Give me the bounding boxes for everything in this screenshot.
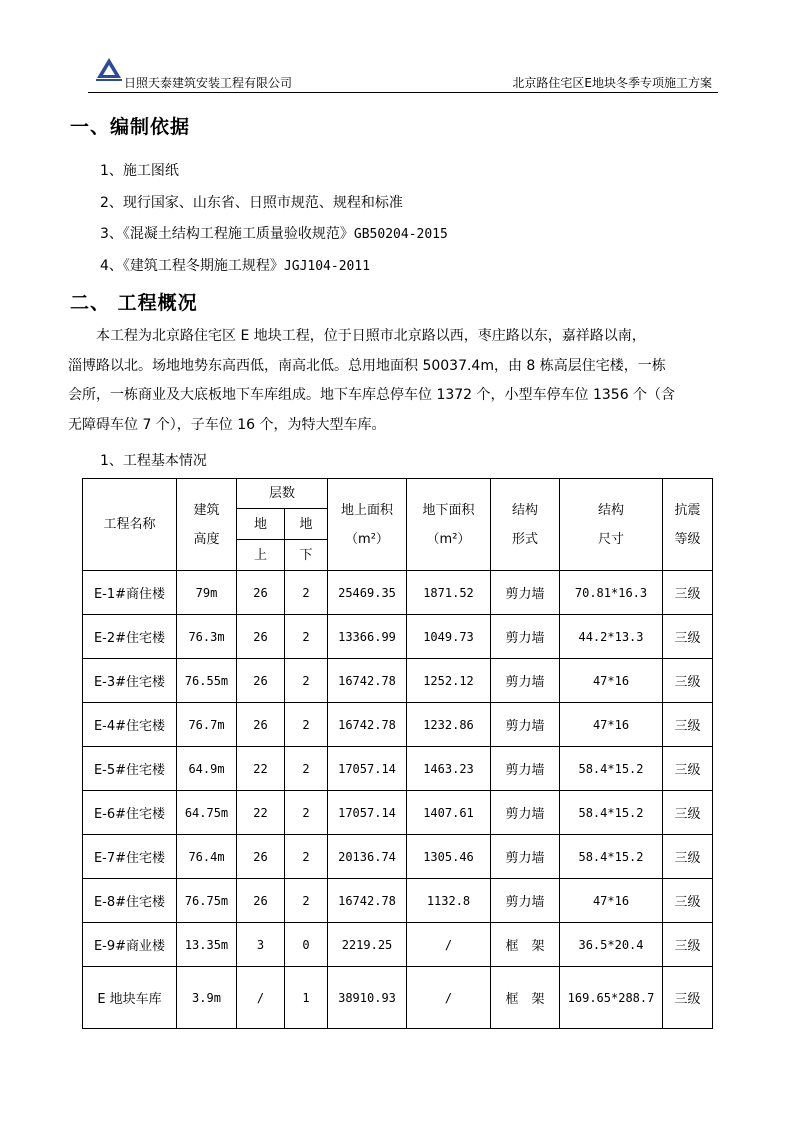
cell-height: 64.9m	[177, 747, 237, 791]
cell-seismic: 三级	[663, 571, 713, 615]
cell-structure: 剪力墙	[491, 615, 560, 659]
cell-height: 76.75m	[177, 879, 237, 923]
cell-seismic: 三级	[663, 879, 713, 923]
cell-name: E-3#住宅楼	[83, 659, 177, 703]
cell-floors-below: 2	[285, 659, 328, 703]
header-above: 地	[237, 509, 285, 540]
table-row	[83, 835, 713, 879]
cell-floors-below: 2	[285, 571, 328, 615]
cell-area-below: /	[407, 967, 491, 1029]
cell-area-above: 2219.25	[328, 923, 407, 967]
table-row	[83, 923, 713, 967]
cell-structure: 剪力墙	[491, 835, 560, 879]
basis-item: 3、《混凝土结构工程施工质量验收规范》GB50204-2015	[100, 226, 448, 242]
cell-seismic: 三级	[663, 967, 713, 1029]
cell-floors-below: 2	[285, 703, 328, 747]
cell-name: E 地块车库	[83, 967, 177, 1029]
cell-structure: 剪力墙	[491, 703, 560, 747]
cell-seismic: 三级	[663, 747, 713, 791]
cell-name: E-8#住宅楼	[83, 879, 177, 923]
cell-floors-above: 3	[237, 923, 285, 967]
basis-item: 4、《建筑工程冬期施工规程》JGJ104-2011	[100, 257, 371, 274]
table-row	[83, 571, 713, 615]
company-logo-icon	[94, 56, 124, 84]
table-row	[83, 747, 713, 791]
cell-structure: 框 架	[491, 967, 560, 1029]
cell-floors-below: 2	[285, 879, 328, 923]
header-above-2: 上	[237, 540, 285, 571]
cell-floors-below: 2	[285, 835, 328, 879]
cell-area-below: 1305.46	[407, 835, 491, 879]
cell-floors-below: 2	[285, 615, 328, 659]
cell-height: 13.35m	[177, 923, 237, 967]
cell-structure: 剪力墙	[491, 879, 560, 923]
header-height: 建筑 高度	[177, 479, 237, 571]
cell-floors-above: 22	[237, 747, 285, 791]
section-2-heading: 二、 工程概况	[70, 292, 198, 314]
standard-code: JGJ104-2011	[283, 258, 371, 274]
table-row	[83, 791, 713, 835]
cell-structure: 框 架	[491, 923, 560, 967]
cell-area-above: 16742.78	[328, 659, 407, 703]
company-name: 日照天泰建筑安装工程有限公司	[124, 76, 293, 90]
cell-size: 36.5*20.4	[560, 923, 663, 967]
cell-name: E-6#住宅楼	[83, 791, 177, 835]
cell-name: E-1#商住楼	[83, 571, 177, 615]
cell-height: 3.9m	[177, 967, 237, 1029]
header-below: 地	[285, 509, 328, 540]
cell-area-below: 1049.73	[407, 615, 491, 659]
cell-floors-above: /	[237, 967, 285, 1029]
cell-area-below: 1407.61	[407, 791, 491, 835]
cell-area-above: 13366.99	[328, 615, 407, 659]
cell-size: 70.81*16.3	[560, 571, 663, 615]
cell-name: E-7#住宅楼	[83, 835, 177, 879]
header-area-above: 地上面积 （m²）	[328, 479, 407, 571]
basis-item: 2、现行国家、山东省、日照市规范、规程和标准	[100, 194, 403, 211]
cell-size: 47*16	[560, 703, 663, 747]
cell-area-above: 17057.14	[328, 791, 407, 835]
header-area-below: 地下面积 （m²）	[407, 479, 491, 571]
cell-area-below: 1132.8	[407, 879, 491, 923]
cell-name: E-4#住宅楼	[83, 703, 177, 747]
basic-info-subheading: 1、工程基本情况	[100, 453, 207, 469]
cell-floors-above: 26	[237, 659, 285, 703]
cell-area-above: 38910.93	[328, 967, 407, 1029]
cell-floors-below: 2	[285, 747, 328, 791]
section-1-heading: 一、编制依据	[70, 116, 191, 138]
cell-area-above: 25469.35	[328, 571, 407, 615]
cell-area-below: 1871.52	[407, 571, 491, 615]
overview-paragraph: 本工程为北京路住宅区 E 地块工程，位于日照市北京路以西，枣庄路以东，嘉祥路以南， 淄博路以北。场地地势东高西低，南高北低。总用地面积 50037.4m，由 8 栋高层住宅楼，一栋 会所，一栋商业及大底板地下车库组成。地下车库总停车位 1372 个，小型车停车位 1356 个（含 无障碍车位 7 个），子车位 16 个，为特大型车库。	[68, 328, 676, 433]
basis-list	[100, 158, 448, 284]
cell-size: 58.4*15.2	[560, 835, 663, 879]
cell-seismic: 三级	[663, 835, 713, 879]
table-row	[83, 967, 713, 1029]
cell-structure: 剪力墙	[491, 659, 560, 703]
header-seismic: 抗震 等级	[663, 479, 713, 571]
cell-seismic: 三级	[663, 703, 713, 747]
cell-size: 169.65*288.7	[560, 967, 663, 1029]
basis-item: 1、施工图纸	[100, 163, 179, 179]
cell-floors-above: 26	[237, 879, 285, 923]
cell-area-below: 1232.86	[407, 703, 491, 747]
project-info-table	[82, 478, 713, 1029]
cell-area-above: 17057.14	[328, 747, 407, 791]
cell-height: 76.3m	[177, 615, 237, 659]
cell-area-below: 1463.23	[407, 747, 491, 791]
table-header-row	[83, 479, 713, 509]
cell-size: 47*16	[560, 659, 663, 703]
header-divider	[88, 92, 718, 93]
table-row	[83, 703, 713, 747]
table-row	[83, 879, 713, 923]
cell-height: 64.75m	[177, 791, 237, 835]
cell-height: 76.7m	[177, 703, 237, 747]
header-floors: 层数	[237, 479, 328, 509]
header-name: 工程名称	[83, 479, 177, 571]
table-body	[83, 571, 713, 1029]
cell-seismic: 三级	[663, 923, 713, 967]
cell-name: E-2#住宅楼	[83, 615, 177, 659]
cell-area-below: 1252.12	[407, 659, 491, 703]
cell-floors-above: 22	[237, 791, 285, 835]
cell-seismic: 三级	[663, 659, 713, 703]
cell-size: 47*16	[560, 879, 663, 923]
header-structure: 结构 形式	[491, 479, 560, 571]
header-size: 结构 尺寸	[560, 479, 663, 571]
cell-height: 76.55m	[177, 659, 237, 703]
cell-name: E-5#住宅楼	[83, 747, 177, 791]
document-title: 北京路住宅区E地块冬季专项施工方案	[512, 76, 712, 90]
header-below-2: 下	[285, 540, 328, 571]
cell-size: 58.4*15.2	[560, 747, 663, 791]
cell-height: 79m	[177, 571, 237, 615]
cell-structure: 剪力墙	[491, 747, 560, 791]
cell-area-above: 20136.74	[328, 835, 407, 879]
cell-floors-below: 2	[285, 791, 328, 835]
cell-size: 58.4*15.2	[560, 791, 663, 835]
cell-floors-below: 0	[285, 923, 328, 967]
standard-code: GB50204-2015	[353, 227, 448, 242]
cell-area-above: 16742.78	[328, 879, 407, 923]
cell-floors-below: 1	[285, 967, 328, 1029]
cell-floors-above: 26	[237, 703, 285, 747]
table-row	[83, 615, 713, 659]
cell-floors-above: 26	[237, 615, 285, 659]
cell-floors-above: 26	[237, 571, 285, 615]
cell-size: 44.2*13.3	[560, 615, 663, 659]
cell-area-above: 16742.78	[328, 703, 407, 747]
cell-floors-above: 26	[237, 835, 285, 879]
cell-name: E-9#商业楼	[83, 923, 177, 967]
cell-structure: 剪力墙	[491, 791, 560, 835]
cell-height: 76.4m	[177, 835, 237, 879]
cell-structure: 剪力墙	[491, 571, 560, 615]
page-header	[88, 54, 718, 94]
cell-seismic: 三级	[663, 791, 713, 835]
cell-area-below: /	[407, 923, 491, 967]
cell-seismic: 三级	[663, 615, 713, 659]
table-row	[83, 659, 713, 703]
